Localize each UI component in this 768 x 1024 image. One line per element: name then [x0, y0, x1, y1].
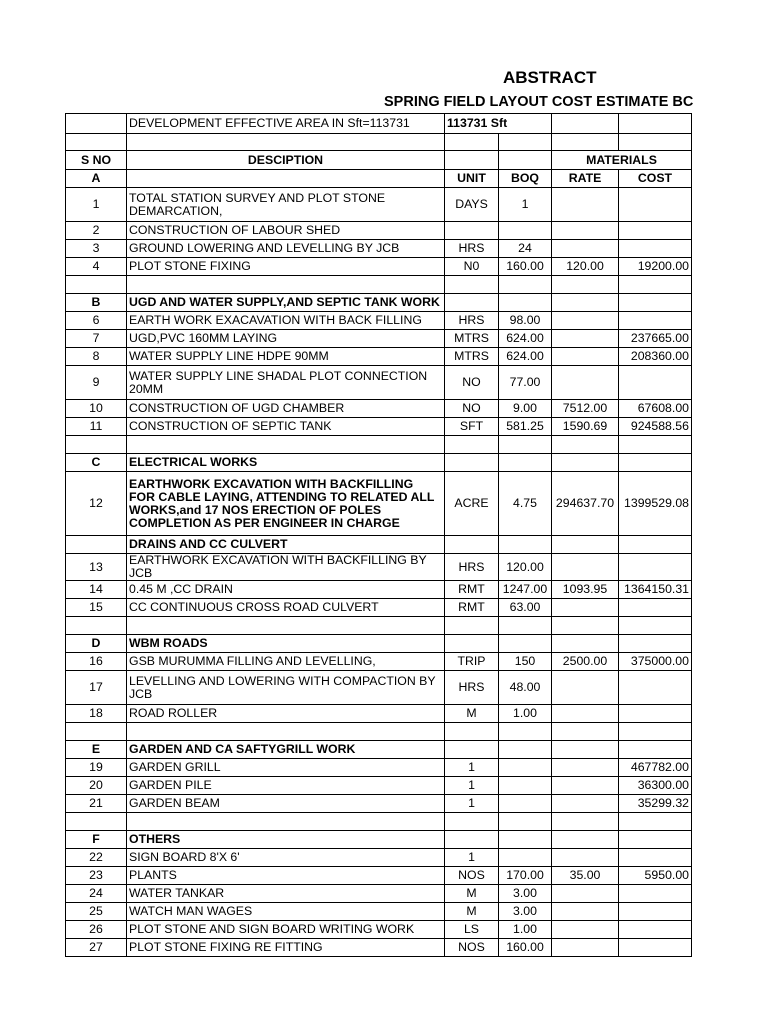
rate-cell [552, 921, 619, 939]
cost-cell [619, 903, 692, 921]
unit-cell [445, 294, 499, 312]
rate-cell: 7512.00 [552, 400, 619, 418]
unit-cell: NO [445, 366, 499, 400]
sno-cell: 11 [66, 418, 127, 436]
boq-cell: 160.00 [499, 939, 552, 957]
unit-cell: UNIT [445, 170, 499, 188]
description-cell: 0.45 M ,CC DRAIN [127, 581, 445, 599]
empty-cell [619, 617, 692, 635]
description-cell: UGD AND WATER SUPPLY,AND SEPTIC TANK WORK [127, 294, 445, 312]
empty-cell [127, 436, 445, 454]
description-cell: GARDEN GRILL [127, 759, 445, 777]
sno-cell: A [66, 170, 127, 188]
empty-cell [552, 276, 619, 294]
sno-cell: 6 [66, 312, 127, 330]
sno-cell: 15 [66, 599, 127, 617]
boq-cell [499, 777, 552, 795]
unit-cell: NOS [445, 867, 499, 885]
unit-cell: MTRS [445, 348, 499, 366]
description-cell: TOTAL STATION SURVEY AND PLOT STONE DEMARCATION, [127, 188, 445, 222]
boq-cell: 48.00 [499, 671, 552, 705]
sno-cell: 20 [66, 777, 127, 795]
cost-cell [619, 705, 692, 723]
description-cell: GARDEN BEAM [127, 795, 445, 813]
section-row [66, 536, 692, 554]
description-cell: CONSTRUCTION OF SEPTIC TANK [127, 418, 445, 436]
empty-cell [499, 813, 552, 831]
table-row [66, 885, 692, 903]
empty-cell [445, 276, 499, 294]
table-row [66, 849, 692, 867]
empty-cell [499, 723, 552, 741]
rate-cell [552, 312, 619, 330]
empty-cell [552, 436, 619, 454]
empty-cell [66, 723, 127, 741]
cost-cell [619, 222, 692, 240]
empty-cell [127, 617, 445, 635]
description-cell: WBM ROADS [127, 635, 445, 653]
section-row [66, 741, 692, 759]
sno-cell: 4 [66, 258, 127, 276]
unit-cell: 1 [445, 849, 499, 867]
cost-cell [619, 188, 692, 222]
boq-cell: 3.00 [499, 885, 552, 903]
rate-cell [552, 759, 619, 777]
unit-cell: TRIP [445, 653, 499, 671]
description-cell [127, 170, 445, 188]
unit-cell: M [445, 903, 499, 921]
description-cell: PLOT STONE AND SIGN BOARD WRITING WORK [127, 921, 445, 939]
table-body [66, 114, 692, 957]
empty-cell [552, 617, 619, 635]
boq-cell [499, 741, 552, 759]
unit-cell: RMT [445, 599, 499, 617]
boq-cell [499, 635, 552, 653]
cost-cell: 924588.56 [619, 418, 692, 436]
cost-cell: 1364150.31 [619, 581, 692, 599]
spacer-row [66, 723, 692, 741]
unit-cell: N0 [445, 258, 499, 276]
empty-cell [127, 276, 445, 294]
boq-cell: BOQ [499, 170, 552, 188]
empty-cell [66, 114, 127, 134]
cost-cell [619, 741, 692, 759]
table-row [66, 366, 692, 400]
sno-cell: D [66, 635, 127, 653]
boq-cell: 150 [499, 653, 552, 671]
rate-cell: 2500.00 [552, 653, 619, 671]
unit-cell [445, 831, 499, 849]
cost-cell [619, 921, 692, 939]
cost-cell [619, 831, 692, 849]
unit-cell: SFT [445, 418, 499, 436]
cost-cell: 467782.00 [619, 759, 692, 777]
rate-cell [552, 777, 619, 795]
cost-cell: 208360.00 [619, 348, 692, 366]
area-value: 113731 Sft [445, 114, 552, 134]
unit-cell: MTRS [445, 330, 499, 348]
rate-cell: 1093.95 [552, 581, 619, 599]
table-row [66, 188, 692, 222]
sno-cell: 21 [66, 795, 127, 813]
boq-cell [499, 831, 552, 849]
table-row [66, 939, 692, 957]
boq-cell [499, 454, 552, 472]
sno-cell: 26 [66, 921, 127, 939]
cost-cell: 35299.32 [619, 795, 692, 813]
empty-cell [499, 151, 552, 170]
empty-cell [619, 813, 692, 831]
description-cell: UGD,PVC 160MM LAYING [127, 330, 445, 348]
table-row [66, 418, 692, 436]
rate-cell: 1590.69 [552, 418, 619, 436]
cost-cell [619, 454, 692, 472]
cost-cell: 237665.00 [619, 330, 692, 348]
unit-cell: HRS [445, 312, 499, 330]
boq-cell [499, 795, 552, 813]
boq-cell: 624.00 [499, 348, 552, 366]
description-cell: PLANTS [127, 867, 445, 885]
sno-cell: 27 [66, 939, 127, 957]
boq-cell: 9.00 [499, 400, 552, 418]
header-row [66, 151, 692, 170]
table-row [66, 867, 692, 885]
sno-cell [66, 536, 127, 554]
sno-cell: E [66, 741, 127, 759]
empty-cell [499, 276, 552, 294]
boq-cell: 24 [499, 240, 552, 258]
cost-cell: 19200.00 [619, 258, 692, 276]
boq-cell: 77.00 [499, 366, 552, 400]
rate-cell [552, 454, 619, 472]
spacer-row [66, 617, 692, 635]
sno-cell: 3 [66, 240, 127, 258]
table-row [66, 258, 692, 276]
section-row [66, 294, 692, 312]
unit-cell: HRS [445, 554, 499, 581]
boq-cell: 581.25 [499, 418, 552, 436]
table-row [66, 400, 692, 418]
rate-cell [552, 222, 619, 240]
table-row [66, 554, 692, 581]
unit-cell [445, 222, 499, 240]
table-row [66, 653, 692, 671]
table-row [66, 599, 692, 617]
cost-cell [619, 939, 692, 957]
description-cell: WATER SUPPLY LINE HDPE 90MM [127, 348, 445, 366]
table-row [66, 705, 692, 723]
description-cell: WATER TANKAR [127, 885, 445, 903]
cost-cell: 36300.00 [619, 777, 692, 795]
description-cell: LEVELLING AND LOWERING WITH COMPACTION BY JCB [127, 671, 445, 705]
rate-cell [552, 635, 619, 653]
sno-cell: B [66, 294, 127, 312]
rate-cell [552, 599, 619, 617]
unit-cell [445, 454, 499, 472]
boq-cell [499, 849, 552, 867]
cost-cell [619, 294, 692, 312]
section-row [66, 635, 692, 653]
rate-cell: 35.00 [552, 867, 619, 885]
sno-cell: 16 [66, 653, 127, 671]
sno-cell: 25 [66, 903, 127, 921]
sno-cell: 7 [66, 330, 127, 348]
boq-cell: 1247.00 [499, 581, 552, 599]
cost-estimate-table [65, 113, 692, 957]
table-row [66, 795, 692, 813]
unit-cell: NOS [445, 939, 499, 957]
cost-cell [619, 599, 692, 617]
empty-cell [552, 114, 619, 134]
description-cell: CC CONTINUOUS CROSS ROAD CULVERT [127, 599, 445, 617]
empty-cell [445, 617, 499, 635]
table-row [66, 240, 692, 258]
header-sno: S NO [66, 151, 127, 170]
table-row [66, 330, 692, 348]
rate-cell [552, 939, 619, 957]
rate-cell [552, 671, 619, 705]
header-materials: MATERIALS [552, 151, 692, 170]
empty-cell [66, 276, 127, 294]
cost-cell [619, 312, 692, 330]
empty-cell [445, 436, 499, 454]
rate-cell [552, 831, 619, 849]
sno-cell: 10 [66, 400, 127, 418]
unit-cell [445, 741, 499, 759]
rate-cell: 294637.70 [552, 472, 619, 536]
sno-cell: 12 [66, 472, 127, 536]
empty-cell [445, 151, 499, 170]
rate-cell [552, 741, 619, 759]
unit-cell: 1 [445, 759, 499, 777]
table-row [66, 472, 692, 536]
unit-cell: M [445, 705, 499, 723]
description-cell: PLOT STONE FIXING [127, 258, 445, 276]
boq-cell: 624.00 [499, 330, 552, 348]
rate-cell [552, 330, 619, 348]
area-row [66, 114, 692, 134]
rate-cell [552, 536, 619, 554]
unit-cell: M [445, 885, 499, 903]
sno-cell: 2 [66, 222, 127, 240]
rate-cell [552, 705, 619, 723]
rate-cell: RATE [552, 170, 619, 188]
empty-cell [445, 813, 499, 831]
empty-cell [66, 436, 127, 454]
description-cell: GROUND LOWERING AND LEVELLING BY JCB [127, 240, 445, 258]
rate-cell [552, 366, 619, 400]
description-cell: GARDEN PILE [127, 777, 445, 795]
rate-cell [552, 188, 619, 222]
boq-cell [499, 759, 552, 777]
boq-cell: 1 [499, 188, 552, 222]
unit-cell: ACRE [445, 472, 499, 536]
sno-cell: 19 [66, 759, 127, 777]
table-row [66, 903, 692, 921]
cost-cell [619, 554, 692, 581]
description-cell: DRAINS AND CC CULVERT [127, 536, 445, 554]
rate-cell [552, 903, 619, 921]
description-cell: WATCH MAN WAGES [127, 903, 445, 921]
sno-cell: 1 [66, 188, 127, 222]
empty-cell [619, 436, 692, 454]
description-cell: ELECTRICAL WORKS [127, 454, 445, 472]
unit-cell [445, 635, 499, 653]
cost-cell [619, 536, 692, 554]
empty-cell [499, 436, 552, 454]
boq-cell [499, 294, 552, 312]
description-cell: OTHERS [127, 831, 445, 849]
unit-cell: DAYS [445, 188, 499, 222]
cost-cell [619, 849, 692, 867]
description-cell: WATER SUPPLY LINE SHADAL PLOT CONNECTION 20MM [127, 366, 445, 400]
cost-cell: 5950.00 [619, 867, 692, 885]
cost-cell [619, 635, 692, 653]
empty-cell [552, 723, 619, 741]
unit-cell: NO [445, 400, 499, 418]
sno-cell: C [66, 454, 127, 472]
description-cell: EARTHWORK EXCAVATION WITH BACKFILLING FOR CABLE LAYING, ATTENDING TO RELATED ALL WORKS,and 17 NOS ERECTION OF POLES COMPLETION AS PER ENGINEER IN CHARGE [127, 472, 445, 536]
sno-cell: 23 [66, 867, 127, 885]
rate-cell [552, 849, 619, 867]
rate-cell [552, 294, 619, 312]
boq-cell: 4.75 [499, 472, 552, 536]
table-row [66, 671, 692, 705]
boq-cell: 170.00 [499, 867, 552, 885]
section-row [66, 454, 692, 472]
description-cell: GSB MURUMMA FILLING AND LEVELLING, [127, 653, 445, 671]
table-row [66, 921, 692, 939]
unit-cell: 1 [445, 777, 499, 795]
boq-cell [499, 536, 552, 554]
sno-cell: 17 [66, 671, 127, 705]
description-cell: CONSTRUCTION OF UGD CHAMBER [127, 400, 445, 418]
cost-cell [619, 671, 692, 705]
description-cell: EARTHWORK EXCAVATION WITH BACKFILLING BY JCB [127, 554, 445, 581]
empty-cell [552, 813, 619, 831]
spacer-row [66, 436, 692, 454]
table-row [66, 312, 692, 330]
page-title: ABSTRACT [503, 68, 597, 87]
empty-cell [499, 617, 552, 635]
table-row [66, 222, 692, 240]
unit-cell: HRS [445, 240, 499, 258]
spacer-row [66, 813, 692, 831]
empty-cell [619, 114, 692, 134]
table-row [66, 777, 692, 795]
description-cell: PLOT STONE FIXING RE FITTING [127, 939, 445, 957]
unit-cell: RMT [445, 581, 499, 599]
rate-cell [552, 348, 619, 366]
empty-cell [619, 276, 692, 294]
boq-cell: 1.00 [499, 705, 552, 723]
description-cell: CONSTRUCTION OF LABOUR SHED [127, 222, 445, 240]
boq-cell: 160.00 [499, 258, 552, 276]
boq-cell: 98.00 [499, 312, 552, 330]
description-cell: GARDEN AND CA SAFTYGRILL WORK [127, 741, 445, 759]
boq-cell: 3.00 [499, 903, 552, 921]
header-description: DESCIPTION [127, 151, 445, 170]
unit-cell: HRS [445, 671, 499, 705]
page-subtitle: SPRING FIELD LAYOUT COST ESTIMATE BC [384, 94, 694, 110]
unit-cell: 1 [445, 795, 499, 813]
rate-cell [552, 885, 619, 903]
cost-cell: 67608.00 [619, 400, 692, 418]
rate-cell: 120.00 [552, 258, 619, 276]
empty-cell [127, 813, 445, 831]
cost-cell [619, 366, 692, 400]
cost-cell: 1399529.08 [619, 472, 692, 536]
sno-cell: 9 [66, 366, 127, 400]
rate-cell [552, 554, 619, 581]
table-row [66, 759, 692, 777]
boq-cell: 120.00 [499, 554, 552, 581]
rate-cell [552, 240, 619, 258]
cost-cell: 375000.00 [619, 653, 692, 671]
cost-cell [619, 240, 692, 258]
sno-cell: 13 [66, 554, 127, 581]
section-row [66, 170, 692, 188]
section-row [66, 831, 692, 849]
sno-cell: 8 [66, 348, 127, 366]
boq-cell [499, 222, 552, 240]
rate-cell [552, 795, 619, 813]
table-row [66, 348, 692, 366]
area-description: DEVELOPMENT EFFECTIVE AREA IN Sft=113731 [127, 114, 445, 134]
cost-cell: COST [619, 170, 692, 188]
empty-cell [127, 723, 445, 741]
sno-cell: F [66, 831, 127, 849]
sno-cell: 18 [66, 705, 127, 723]
spacer-row [66, 134, 692, 151]
sno-cell: 24 [66, 885, 127, 903]
empty-cell [619, 723, 692, 741]
table-row [66, 581, 692, 599]
description-cell: ROAD ROLLER [127, 705, 445, 723]
empty-cell [66, 617, 127, 635]
cost-cell [619, 885, 692, 903]
boq-cell: 1.00 [499, 921, 552, 939]
description-cell: EARTH WORK EXACAVATION WITH BACK FILLING [127, 312, 445, 330]
sno-cell: 14 [66, 581, 127, 599]
boq-cell: 63.00 [499, 599, 552, 617]
spacer-row [66, 276, 692, 294]
empty-cell [66, 813, 127, 831]
description-cell: SIGN BOARD 8'X 6' [127, 849, 445, 867]
unit-cell: LS [445, 921, 499, 939]
unit-cell [445, 536, 499, 554]
empty-cell [445, 723, 499, 741]
sno-cell: 22 [66, 849, 127, 867]
